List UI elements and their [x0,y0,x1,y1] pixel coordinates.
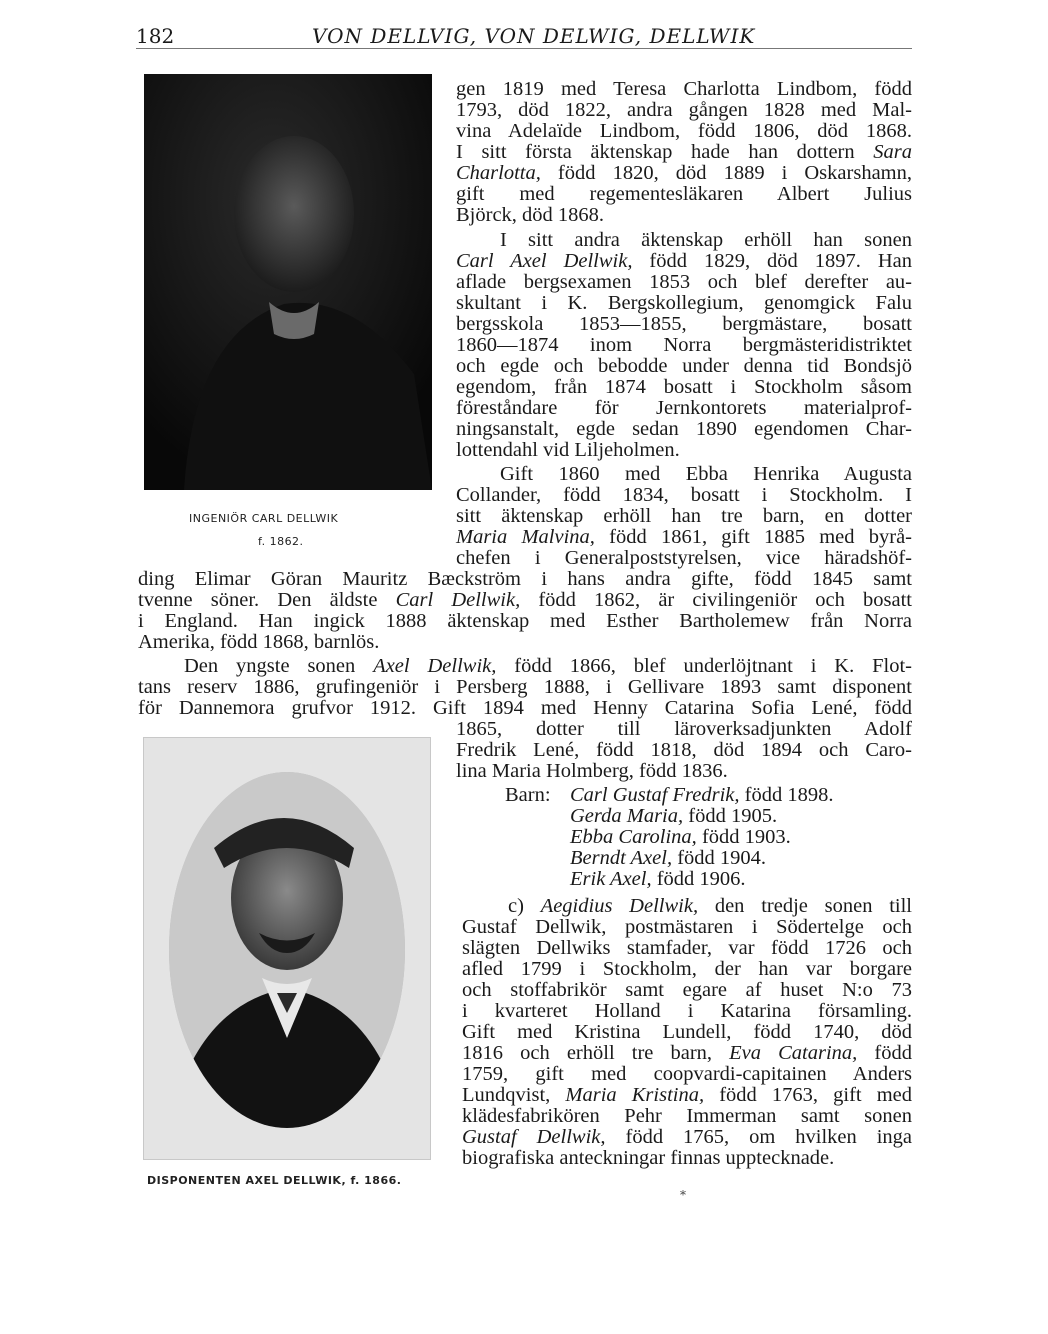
text-line: Carl Axel Dellwik, född 1829, död 1897. Han [456,250,913,272]
child-entry: Erik Axel, född 1906. [570,868,746,890]
text-line: vina Adelaïde Lindbom, född 1806, död 1868. [456,120,912,142]
text-line: 1865, dotter till läroverksadjunkten Adolf [456,718,912,740]
text-line: Charlotta, född 1820, död 1889 i Oskarshamn, [456,162,912,184]
text-line: gen 1819 med Teresa Charlotta Lindbom, född [456,78,912,100]
text-line: afled 1799 i Stockholm, der han var borgare [462,958,912,980]
text-line: biografiska anteckningar finnas upptecknade. [462,1147,835,1169]
text-line: föreståndare för Jernkontorets materialprof- [456,397,912,419]
text-line: Gustaf Dellwik, postmästaren i Södertelge och [462,916,912,938]
oval-portrait-icon [144,738,430,1159]
text-line: gift med regementesläkaren Albert Julius [456,183,912,205]
text-line: 1816 och erhöll tre barn, Eva Catarina, född [462,1042,913,1064]
text-line: Björck, död 1868. [456,204,605,226]
text-line: I sitt första äktenskap hade han dottern Sara [456,141,912,163]
text-line: 1759, gift med coopvardi-capitainen Anders [462,1063,912,1085]
child-entry: Ebba Carolina, född 1903. [570,826,791,848]
child-entry: Carl Gustaf Fredrik, född 1898. [570,784,834,806]
photo2-caption: DISPONENTEN AXEL DELLWIK, f. 1866. [147,1174,402,1187]
text-line: bergsskola 1853—1855, bergmästare, bosatt [456,313,912,335]
text-line: slägten Dellwiks stamfader, var född 1726 och [462,937,912,959]
portrait-silhouette-icon [144,74,432,490]
text-line: ningsanstalt, egde sedan 1890 egendomen Char- [456,418,912,440]
text-line: 1860—1874 inom Norra bergmästeridistriktet [456,334,912,356]
page-header [136,24,912,48]
text-line: egendom, från 1874 bosatt i Stockholm såsom [456,376,912,398]
text-line: tans reserv 1886, grufingeniör i Persberg 1888, i Gellivare 1893 samt disponent [138,676,912,698]
portrait-photo-carl-dellwik [144,74,432,490]
text-line: tvenne söner. Den äldste Carl Dellwik, född 1862, är civilingeniör och bosatt [138,589,912,611]
photo1-caption-name: INGENIÖR CARL DELLWIK [189,512,339,525]
text-line: klädesfabrikören Pehr Immerman samt sonen [462,1105,912,1127]
text-line: lina Maria Holmberg, född 1836. [456,760,728,782]
text-line: Den yngste sonen Axel Dellwik, född 1866, blef underlöjtnant i K. Flot- [184,655,912,677]
text-line: och stoffabrikör samt egare af huset N:o 73 [462,979,912,1001]
text-line: 1793, död 1822, andra gången 1828 med Mal- [456,99,912,121]
text-line: för Dannemora grufvor 1912. Gift 1894 med Henny Catarina Sofia Lené, född [138,697,912,719]
child-entry: Gerda Maria, född 1905. [570,805,778,827]
text-line: I sitt andra äktenskap erhöll han sonen [500,229,912,251]
text-line: Lundqvist, Maria Kristina, född 1763, gift med [462,1084,912,1106]
text-line: i kvarteret Holland i Katarina församling. [462,1000,912,1022]
page-number: 182 [136,24,175,48]
text-line: och egde och bebodde under denna tid Bondsjö [456,355,912,377]
end-ornament: * [680,1188,686,1202]
text-line: i England. Han ingick 1888 äktenskap med Esther Bartholemew från Norra [138,610,912,632]
text-line: skultant i K. Bergskollegium, genomgick Falu [456,292,912,314]
text-line: Gift med Kristina Lundell, född 1740, död [462,1021,912,1043]
text-line: ding Elimar Göran Mauritz Bæckström i hans andra gifte, född 1845 samt [138,568,912,590]
portrait-photo-axel-dellwik [143,737,431,1160]
child-entry: Berndt Axel, född 1904. [570,847,767,869]
text-line: Fredrik Lené, född 1818, död 1894 och Caro- [456,739,912,761]
text-line: chefen i Generalpoststyrelsen, vice häradshöf- [456,547,912,569]
children-label: Barn: [505,784,551,806]
text-line: aflade bergsexamen 1853 och blef derefter au- [456,271,912,293]
text-line: lottendahl vid Liljeholmen. [456,439,680,461]
text-line: Gift 1860 med Ebba Henrika Augusta [500,463,912,485]
running-title: VON DELLVIG, VON DELWIG, DELLWIK [312,24,756,48]
text-line: Maria Malvina, född 1861, gift 1885 med byrå- [456,526,912,548]
photo1-caption-year: f. 1862. [258,535,304,548]
text-line: Amerika, född 1868, barnlös. [138,631,380,653]
text-line: c) Aegidius Dellwik, den tredje sonen till [508,895,912,917]
text-line: Gustaf Dellwik, född 1765, om hvilken inga [462,1126,913,1148]
text-line: Collander, född 1834, bosatt i Stockholm. I [456,484,912,506]
header-rule [136,48,912,49]
text-line: sitt äktenskap erhöll han tre barn, en dotter [456,505,912,527]
